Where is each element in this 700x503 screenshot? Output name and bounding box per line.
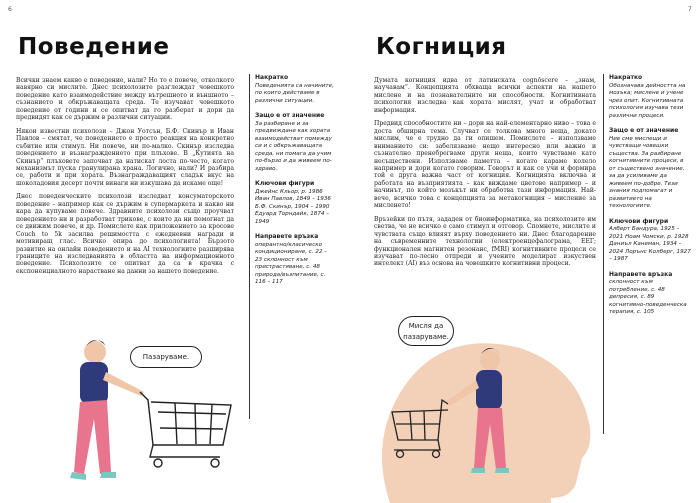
sidebar: [609, 74, 691, 324]
sidebar-text: оперантно/класическо кондициониране, с. 22 – 23 склонност към пристрастяване, с. 48 природа/възпитание, с. 116 – 117: [255, 241, 328, 285]
page-title: Когниция: [376, 34, 507, 60]
sidebar-heading: Ключови фигури: [255, 180, 315, 187]
speech-bubble: Пазаруваме.: [130, 346, 202, 368]
sidebar-text: Алберт Бандура, 1925 – 2021 Ноам Чомски, р. 1928 Даниъл Канеман, 1934 – 2024 Лорънс Колберг, 1927 – 1987: [609, 226, 691, 262]
shopper-illustration: [50, 330, 250, 503]
page-title: Поведение: [18, 34, 170, 60]
body-text: [16, 77, 234, 281]
paragraph: Всички знаем какво е поведение, нали? Но то е повече, отколкото навярно си мислите. Днес психолозите разглеждат човешкото поведение като взаимодействие между вътрешното и външното – съзнанието и обкръжаващата среда. Те изучават човешкото поведение от години и се опитват да го разберат и дори да предвидят как се държим в различни ситуации.: [16, 77, 234, 122]
page-number: 7: [688, 6, 692, 13]
sidebar-heading: Ключови фигури: [609, 217, 669, 225]
sidebar-heading: Направете връзка: [609, 270, 673, 278]
sidebar-text: Ние сме мислещи и чувстващи човешки същества. За разбиране когнитивните процеси, в от съществено значение, за да усиливаме да живеем по-добре. Тези знания подпомагат и развитието на технологиите.: [609, 135, 685, 209]
sidebar-heading: Защо е от значение: [255, 112, 325, 119]
sidebar-heading: Накратко: [609, 74, 643, 81]
sidebar-heading: Защо е от значение: [609, 127, 679, 134]
paragraph: Връзейки по пътя, зададен от биоинформатика, на психолозите им светва, че не всичко е само стимул и отговор. Спомнете, мислите и чувствата също влияят върху поведението ни. Днес благодарение на съвременните технологии (електроенцефалограма, ЕЕГ; функционален магнитен резонанс, fMRI) когнитивните процеси се изучават по-лесно отпреди и учените моделират изкуствен интелект (AI) въз основа на човешките когнитивни процеси.: [374, 215, 596, 268]
paragraph: Предвид способностите ни – дори на най-елементарно ниво – това е доста обширна тема. Случват се толкова много неща, докато мислим, че е трудно да ги опишем. Помислете – използваме вниманието си: забелязваме нещо интересно или важно и съзнателно пренебрегваме други неща, които чувстваме като несъществени. Използваме паметта – когато караме колело например и дори когато говорим. Говорът и как се учи и формира той е друга важна част от когниция. Когницията включва и работата на възприятията – как виждаме цветове например – и начинът, по който мозъкът ни обработва тази информация. Най-вече, всичко това с концепцията за метакогниция – мисление за мисленето!: [374, 120, 596, 210]
shirt-icon: [476, 370, 502, 410]
sidebar-divider: [603, 74, 604, 434]
sidebar-text: Поведенията са начините, по които действаме в различни ситуации.: [255, 82, 334, 104]
paragraph: Думата когниция идва от латинската cognōscere – „знам, научавам“. Концепцията обхваща всички аспекти на нашето мислене и на познавателните ни способности. Когнитивната психология изследва как хората мислят, учат и обработват информация.: [374, 77, 596, 114]
thinker-illustration: [350, 300, 600, 503]
right-page: [350, 0, 700, 503]
sidebar-heading: Накратко: [255, 74, 289, 81]
head-icon: [84, 341, 106, 363]
thought-bubble: Мисля да пазаруваме.: [398, 316, 454, 346]
shirt-icon: [80, 362, 108, 404]
paragraph: Някои известни психолози – Джон Уотсън, Б.Ф. Скинър и Иван Павлов – смятат, че поведението е просто реакция на конкретно събитие или стимул. Ни повече, ни по-малко. Скинър изследва поведението и възнаграждението при плъхове. В „Кутията на Скинър“ плъховете започват да натискат лоста по-често, когато механизмът пуска гранулирана храна. Логично, нали? И разбира се, работи и при хората. Възнаграждаващият сладък вкус на шоколадовия десерт почти винаги ни изкушава да искаме още!: [16, 127, 234, 187]
page-number: 6: [8, 6, 12, 13]
sidebar-text: За разбиране и за предвиждане как хората взаимодействат помежду си и с обкръжаващата среда, ни помага да учим по-бързо и да живеем по-здраво.: [255, 120, 332, 172]
sidebar-text: Обозначава дейността на мозъка; мислене и учене чрез опит. Когнитивната психология изучава тези различни процеси.: [609, 82, 686, 119]
body-text: [374, 77, 596, 274]
head-icon: [480, 350, 500, 370]
sidebar-heading: Направете връзка: [255, 233, 319, 240]
paragraph: Днес поведенческите психолози изследват консуматорското поведение – например как се държим в супермаркета и какво ни кара да купуваме повече. Здравните психолози също проучват поведението ни и разработват трикове, с които да ни помогнат да се движим повече, и др. Помислете как приложението за кросове Couch to 5k засилва решимостта с ежедневни награди и мотивиращ глас. Всичко опира до психологията! Бързото развитие на онлайн поведението и на AI технологиите разширява границите на изследванията в областта на информационното поведение. Психолозите се опитват да са в крачка с експоненциалното нарастване на данни за нашето поведение.: [16, 193, 234, 275]
shopping-cart-icon: [140, 392, 231, 467]
sidebar-text: склонност към потребление, с. 48 депресия, с. 89 когнитивно-поведенческа терапия, с. 105: [609, 279, 687, 315]
sidebar: [255, 74, 335, 294]
sidebar-text: Джейнс Кльор, р. 1986 Иван Павлов, 1849 – 1936 Б.Ф. Скинър, 1904 – 1990 Едуард Торндайк, 1874 – 1949: [255, 188, 331, 225]
pants-icon: [74, 400, 111, 474]
